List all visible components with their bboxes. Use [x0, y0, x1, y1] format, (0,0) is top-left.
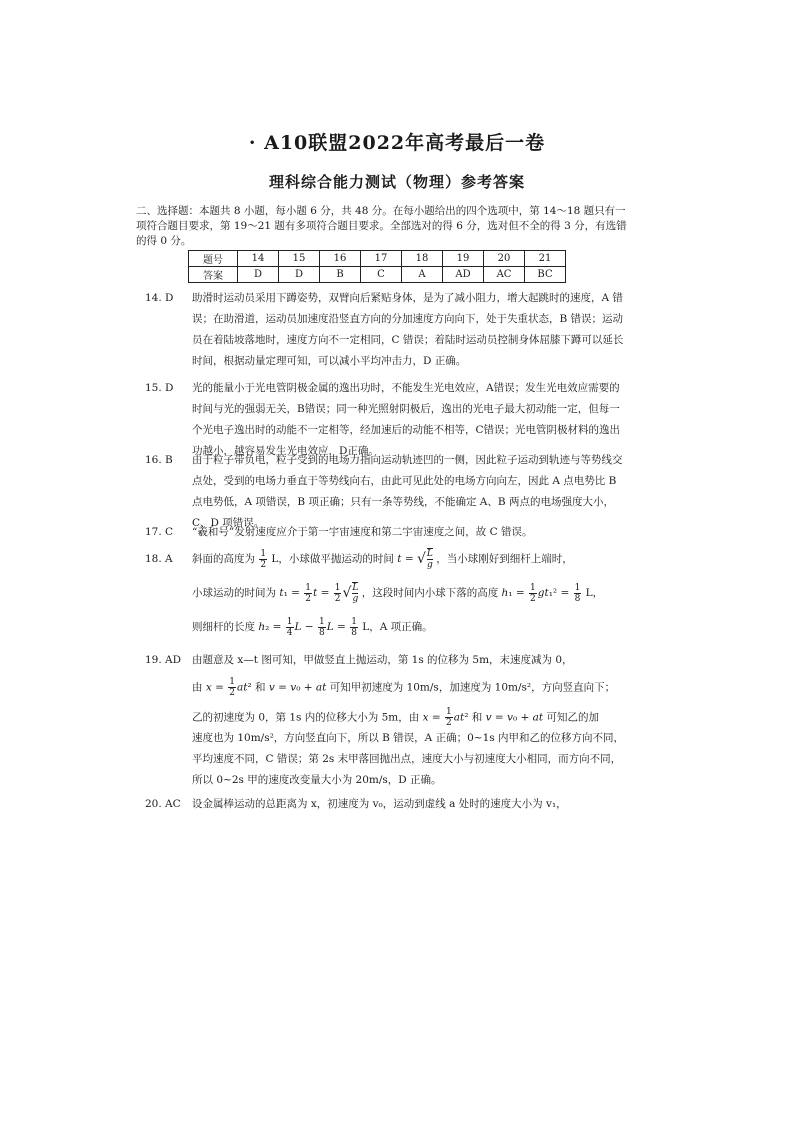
question-number: 16. B: [145, 454, 173, 466]
text-fragment: 可知甲初速度为 10m/s，加速度为 10m/s²，方向竖直向下；: [329, 681, 616, 694]
answer-19: [145, 650, 625, 791]
answer-table: [188, 250, 566, 283]
text-line: 由题意及 x—t 图可知，甲做竖直上抛运动，第 1s 的位移为 5m，末速度减为 0，: [192, 654, 573, 666]
formula-line: 由 x = $\frac{1}{2}$ at² 和 v = v₀ + at 可知甲初速度为 10m/s，加速度为 10m/s²，方向竖直向下；: [192, 677, 616, 698]
question-number: 15. D: [145, 382, 174, 394]
answer-explanation: “羲和号”发射速度应介于第一宇宙速度和第二宇宙速度之间，故 C 错误。: [192, 526, 533, 538]
table-cell-number: 21: [525, 251, 566, 267]
text-fragment: ，这段时间内小球下落的高度: [361, 587, 499, 599]
section-intro: 二、选择题：本题共 8 小题，每小题 6 分，共 48 分。在每小题给出的四个选项中，第 14～18 题只有一项符合题目要求，第 19～21 题有多项符合题目要求。全部选对的得 6 分，选对但不全的得 3 分，有选错的得 0 分。: [136, 205, 627, 247]
text-fragment: 小球运动的时间为: [192, 587, 276, 599]
question-number: 18. A: [145, 553, 173, 565]
formula-line: 则细杆的长度 h₂ = $\frac{1}{4}$ L − $\frac{1}{8}$ L = $\frac{1}{8}$ L，A 项正确。: [192, 616, 433, 638]
question-number: 19. AD: [145, 654, 182, 666]
page-title: · A10联盟2022年高考最后一卷: [248, 132, 546, 154]
table-cell-number: 16: [320, 251, 361, 267]
text-fragment: 则细杆的长度: [192, 621, 255, 633]
table-cell-answer: C: [361, 267, 402, 283]
answer-20: [145, 794, 625, 815]
question-number: 17. C: [145, 526, 174, 538]
text-fragment: L，小球做平抛运动的时间: [271, 553, 394, 565]
table-cell-answer: A: [402, 267, 443, 283]
table-cell-answer: AC: [484, 267, 525, 283]
text-fragment: 可知乙的加: [546, 711, 599, 723]
text-fragment: ，当小球刚好到细杆上端时，: [436, 553, 573, 565]
table-cell-number: 15: [279, 251, 320, 267]
question-number: 20. AC: [145, 798, 181, 810]
answer-table-row-numbers: [189, 251, 566, 267]
table-cell-number: 19: [443, 251, 484, 267]
table-cell-number: 18: [402, 251, 443, 267]
table-label-answer: 答案: [189, 267, 238, 283]
formula-line: 小球运动的时间为 t₁ = $\frac{1}{2}$ t = $\frac{1}{2}$ √ $\frac{L}{g}$ ，这段时间内小球下落的高度 h₁ = $\frac{1}{2}$ gt₁² = $\frac{1}{8}$ L，: [192, 582, 604, 604]
formula-line: 乙的初速度为 0，第 1s 内的位移大小为 5m，由 x = $\frac{1}{2}$ at² 和 v = v₀ + at 可知乙的加: [192, 706, 599, 728]
text-fragment: 斜面的高度为: [192, 553, 255, 565]
answer-14: [145, 288, 625, 372]
text-fragment: L，: [585, 587, 604, 599]
answer-explanation: 设金属棒运动的总距离为 x，初速度为 v₀，运动到虚线 a 处时的速度大小为 v₁，: [192, 798, 567, 810]
text-line: 速度也为 10m/s²，方向竖直向下，所以 B 错误，A 正确；0~1s 内甲和乙的位移方向不同，平均速度不同，C 错误；第 2s 末甲落回抛出点，速度大小与初速度大小相同，而方向不同，所以 0~2s 甲的速度改变量大小为 20m/s，D 正确。: [192, 732, 624, 786]
table-cell-number: 14: [238, 251, 279, 267]
table-cell-answer: BC: [525, 267, 566, 283]
answer-explanation: [192, 548, 625, 638]
table-cell-answer: B: [320, 267, 361, 283]
text-fragment: 乙的初速度为 0，第 1s 内的位移大小为 5m，由: [192, 711, 420, 723]
square-root: $\frac{L}{g}$: [426, 549, 433, 570]
answer-17: [145, 522, 625, 543]
answer-explanation: 由于粒子带负电，粒子受到的电场力指向运动轨迹凹的一侧，因此粒子运动到轨迹与等势线交点处，受到的电场力垂直于等势线向右，由此可见此处的电场方向向左，因此 A 点电势比 B 点电势低，A 项错误，B 项正确；只有一条等势线，不能确定 A、B 两点的电场强度大小，C、D 项错误。: [192, 454, 623, 529]
text-fragment: 由: [192, 681, 203, 694]
table-cell-answer: AD: [443, 267, 484, 283]
text-fragment: L，A 项正确。: [362, 621, 433, 633]
fraction: $\frac{1}{2}$: [260, 548, 267, 570]
table-cell-answer: D: [238, 267, 279, 283]
answer-18: [145, 548, 625, 638]
answer-explanation: 助滑时运动员采用下蹲姿势，双臂向后紧贴身体，是为了减小阻力，增大起跳时的速度，A 错误；在助滑道，运动员加速度沿竖直方向的分加速度方向向下，处于失重状态，B 错误；运动员在着陆坡落地时，速度方向不一定相同，C 错误；着陆时运动员控制身体屈膝下蹲可以延长时间，根据动量定理可知，可以减小平均冲击力，D 正确。: [192, 292, 624, 367]
table-cell-number: 17: [361, 251, 402, 267]
table-cell-number: 20: [484, 251, 525, 267]
page-subtitle: 理科综合能力测试（物理）参考答案: [268, 173, 525, 191]
table-label-number: 题号: [189, 251, 238, 267]
answer-explanation: [192, 650, 625, 791]
formula-line: 斜面的高度为 $\frac{1}{2}$ L，小球做平抛运动的时间 t = √ $\frac{L}{g}$ ，当小球刚好到细杆上端时，: [192, 548, 573, 570]
question-number: 14. D: [145, 292, 174, 304]
answer-explanation: 光的能量小于光电管阴极金属的逸出功时，不能发生光电效应，A错误；发生光电效应需要的时间与光的强弱无关，B错误；同一种光照射阴极后，逸出的光电子最大初动能一定，但每一个光电子逸出时的动能不一定相等，经加速后的动能不相等，C错误；光电管阴极材料的逸出功越小，越容易发生光电效应，D正确。: [192, 382, 621, 457]
table-cell-answer: D: [279, 267, 320, 283]
answer-table-row-answers: [189, 267, 566, 283]
